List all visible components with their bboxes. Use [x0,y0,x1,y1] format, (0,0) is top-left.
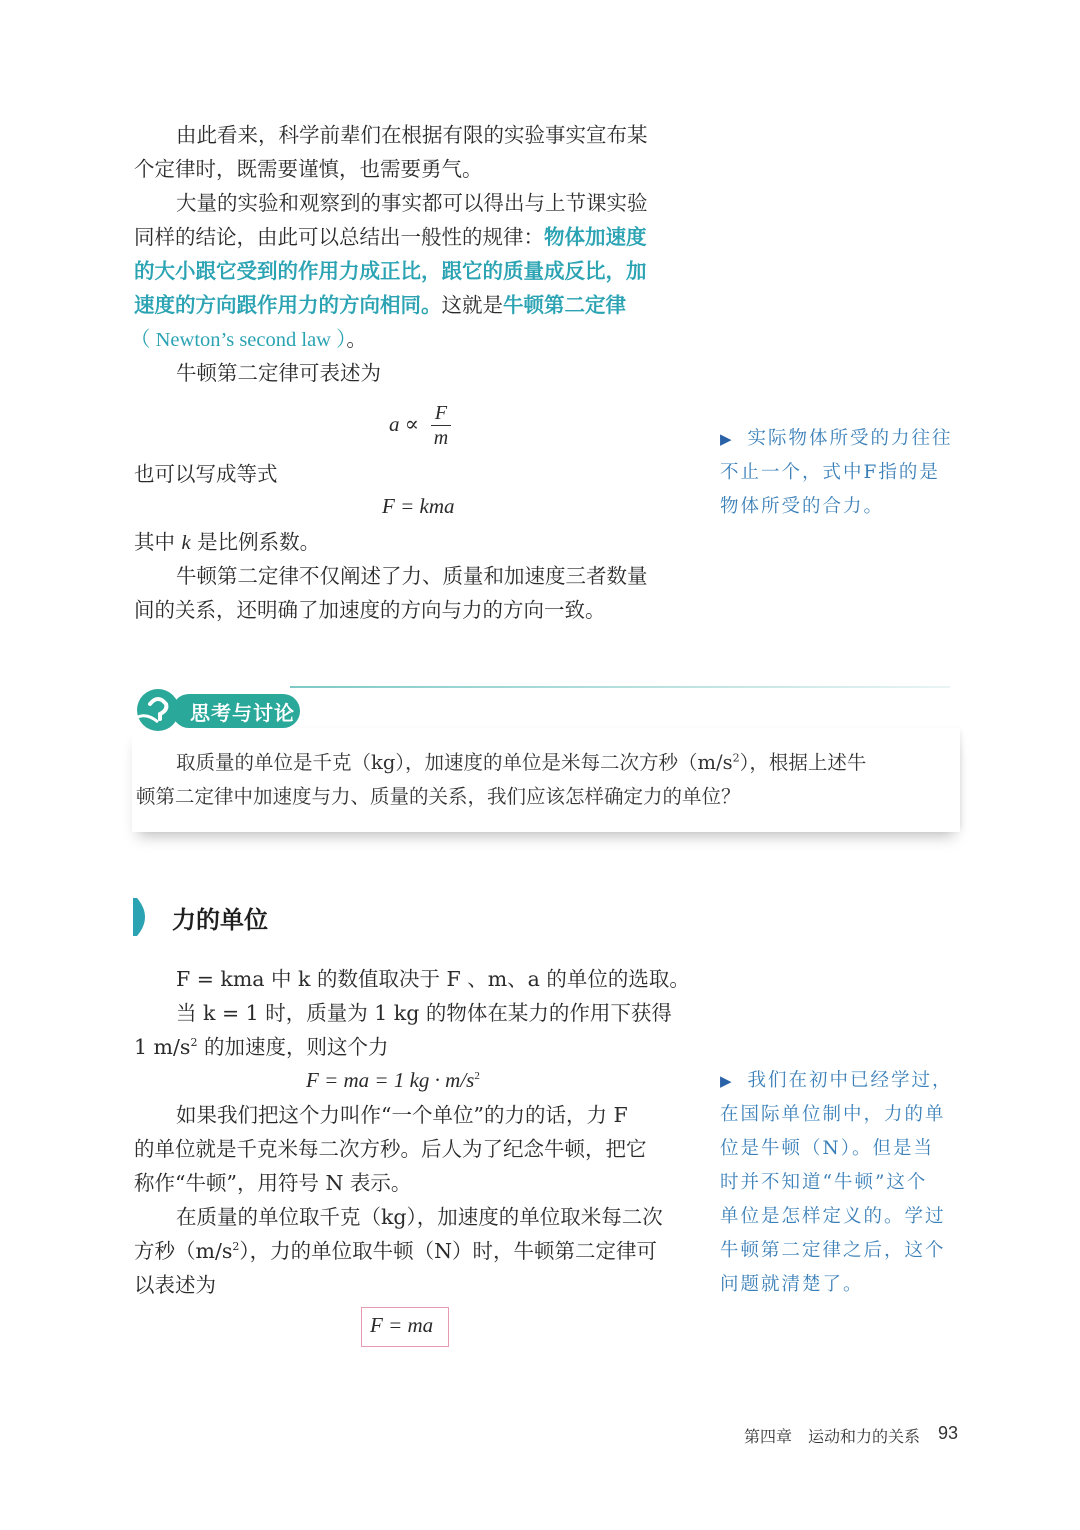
body-text-part: 这就是 [441,293,503,317]
side-note-line: 物体所受的合力。 [720,496,885,517]
discussion-text: 顿第二定律中加速度与力、质量的关系，我们应该怎样确定力的单位？ [136,785,741,808]
body-text [134,525,320,560]
body-text: 个定律时，既需要谨慎，也需要勇气。 [134,157,483,181]
triangle-bullet-icon: ▶ [720,430,734,448]
body-text: 牛顿第二定律可表述为 [176,361,381,385]
highlight-text: 物体加速度 [544,225,647,249]
body-text: 如果我们把这个力叫作“一个单位”的力的话，力 F [176,1103,628,1127]
side-note-line: 问题就清楚了。 [720,1274,864,1295]
discussion-divider [290,686,950,688]
page-number: 93 [938,1423,959,1443]
body-text: 称作“牛顿”，用符号 N 表示。 [134,1171,412,1195]
footer-chapter: 第四章 [744,1427,793,1446]
body-text [134,1234,657,1268]
body-text-part: 1 m/s [134,1035,191,1059]
body-text: F = kma 中 k 的数值取决于 F 、m、a 的单位的选取。 [176,967,690,991]
equation-proportional: a ∝ [389,412,419,436]
body-text: 间的关系，还明确了加速度的方向与力的方向一致。 [134,598,606,622]
highlight-text: 的大小跟它受到的作用力成正比，跟它的质量成反比，加 [134,259,647,283]
equation-text: F = ma = 1 kg · m/s [306,1068,475,1092]
discussion-text [176,746,866,780]
section-marker-icon [133,898,153,936]
body-text-part: 其中 [134,530,175,554]
body-text-part: 方秒（m/s [134,1239,233,1263]
side-note-line [720,1064,953,1098]
body-text [134,220,647,254]
term-newton-second-law: 牛顿第二定律 [503,293,626,317]
body-text-part: 是比例系数。 [197,530,321,554]
body-text [130,322,367,357]
side-note-text: 我们在初中已经学过， [747,1070,953,1091]
superscript: 2 [732,751,740,765]
body-text: 牛顿第二定律不仅阐述了力、质量和加速度三者数量 [176,564,648,588]
superscript: 2 [474,1070,480,1082]
body-text: 也可以写成等式 [134,462,278,486]
english-term: （ Newton’s second law ） [130,329,347,351]
body-text: 由此看来，科学前辈们在根据有限的实验事实宣布某 [176,123,648,147]
equation-f-ma: F = ma [370,1313,434,1337]
side-note-line: 不止一个，式中F指的是 [720,462,940,483]
side-note-text: 实际物体所受的力往往 [747,428,953,449]
superscript: 2 [232,1240,240,1254]
fraction-f-over-m [431,402,451,449]
discussion-text-part: ），根据上述牛 [739,751,867,774]
body-text-part: 的加速度，则这个力 [197,1035,389,1059]
discussion-text-part: 取质量的单位是千克（kg），加速度的单位是米每二次方秒（m/s [176,751,733,774]
triangle-bullet-icon: ▶ [720,1072,734,1090]
body-text: 在质量的单位取千克（kg），加速度的单位取米每二次 [176,1205,663,1229]
highlight-text: 速度的方向跟作用力的方向相同。 [134,293,442,317]
body-text: 大量的实验和观察到的事实都可以得出与上节课实验 [176,191,648,215]
body-text-part: 。 [346,327,367,351]
footer-chapter-title: 运动和力的关系 [808,1427,921,1446]
body-text-part: 同样的结论，由此可以总结出一般性的规律： [134,225,544,249]
body-text [134,288,626,322]
side-note-line: 时并不知道“牛顿”这个 [720,1172,928,1193]
body-text: 以表述为 [134,1273,216,1297]
body-text-part: ），力的单位取牛顿（N）时，牛顿第二定律可 [239,1239,658,1263]
body-text [134,1030,388,1064]
section-title: 力的单位 [172,906,268,934]
fraction-numerator: F [434,402,448,424]
side-note-line: 单位是怎样定义的。学过 [720,1206,946,1227]
fraction-bar [431,425,451,426]
side-note-line: 位是牛顿（N）。但是当 [720,1138,934,1159]
discussion-label: 思考与讨论 [190,701,295,725]
equation-unit-definition [306,1068,480,1093]
fraction-denominator: m [433,427,449,449]
variable-k: k [181,532,191,554]
body-text: 当 k = 1 时，质量为 1 kg 的物体在某力的作用下获得 [176,1001,672,1025]
superscript: 2 [190,1036,198,1050]
side-note-line: 在国际单位制中，力的单 [720,1104,946,1125]
side-note-line [720,422,953,456]
side-note-line: 牛顿第二定律之后，这个 [720,1240,946,1261]
equation-f-kma: F = kma [382,494,455,518]
body-text: 的单位就是千克米每二次方秒。后人为了纪念牛顿，把它 [134,1137,647,1161]
